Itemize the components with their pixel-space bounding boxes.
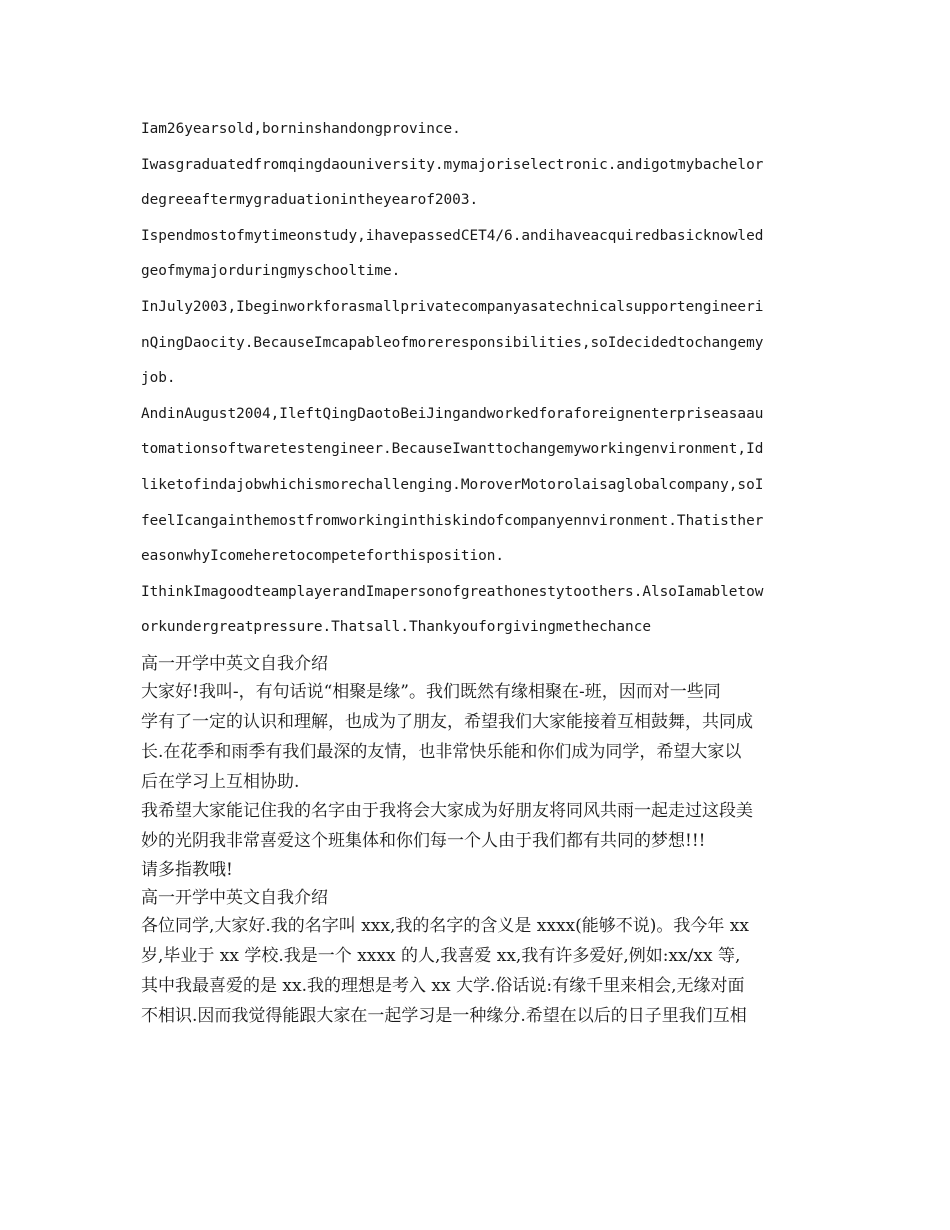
section-heading: 高一开学中英文自我介绍 (141, 888, 328, 909)
paragraph-line: 后在学习上互相协助. (141, 771, 300, 792)
english-line: Ispendmostofmytimeonstudy,ihavepassedCET4/6.andihaveacquiredbasicknowled (141, 227, 764, 244)
paragraph-line: 各位同学,大家好.我的名字叫 xxx,我的名字的含义是 xxxx(能够不说)。我今年 xx (141, 916, 749, 937)
english-line: job. (141, 370, 176, 387)
english-self-introduction (141, 112, 821, 646)
english-line: liketofindajobwhichismorechallenging.MoroverMotorolaisaglobalcompany,soI (141, 476, 764, 493)
english-line: Iam26yearsold,borninshandongprovince. (141, 121, 461, 137)
paragraph-line: 其中我最喜爱的是 xx.我的理想是考入 xx 大学.俗话说:有缘千里来相会,无缘对面 (141, 975, 745, 996)
paragraph-line: 大家好!我叫-，有句话说“相聚是缘”。我们既然有缘相聚在-班，因而对一些同 (141, 682, 721, 702)
paragraph-line: 学有了一定的认识和理解，也成为了朋友，希望我们大家能接着互相鼓舞，共同成 (141, 711, 753, 732)
section-heading: 高一开学中英文自我介绍 (141, 654, 328, 674)
english-line: InJuly2003,Ibeginworkforasmallprivatecompanyasatechnicalsupportengineeri (141, 298, 764, 315)
english-line: geofmymajorduringmyschooltime. (141, 263, 401, 280)
english-line: feelIcangainthemostfromworkinginthiskindofcompanyennvironment.Thatisther (141, 512, 764, 529)
paragraph-line: 岁,毕业于 xx 学校.我是一个 xxxx 的人,我喜爱 xx,我有许多爱好,例如:xx/xx 等, (141, 945, 741, 966)
english-line: degreeaftermygraduationintheyearof2003. (141, 192, 479, 209)
english-line: nQingDaocity.BecauseImcapableofmoreresponsibilities,soIdecidedtochangemy (141, 334, 764, 351)
paragraph-line: 我希望大家能记住我的名字由于我将会大家成为好朋友将同风共雨一起走过这段美 (141, 801, 753, 822)
english-line: AndinAugust2004,IleftQingDaotoBeiJingandworkedforaforeignenterpriseasaau (141, 405, 764, 422)
english-line: tomationsoftwaretestengineer.BecauseIwanttochangemyworkingenvironment,Id (141, 441, 764, 458)
paragraph-line: 请多指教哦! (141, 859, 233, 880)
paragraph-line: 长.在花季和雨季有我们最深的友情，也非常快乐能和你们成为同学，希望大家以 (141, 741, 742, 762)
chinese-self-introduction (141, 650, 821, 1031)
english-line: IthinkImagoodteamplayerandImapersonofgreathonestytoothers.AlsoIamabletow (141, 583, 764, 600)
paragraph-line: 不相识.因而我觉得能跟大家在一起学习是一种缘分.希望在以后的日子里我们互相 (141, 1006, 747, 1027)
paragraph-line: 妙的光阴我非常喜爱这个班集体和你们每一个人由于我们都有共同的梦想!!! (141, 830, 706, 851)
english-line: Iwasgraduatedfromqingdaouniversity.mymajoriselectronic.andigotmybachelor (141, 156, 764, 173)
english-line: easonwhyIcomeheretocompeteforthisposition. (141, 548, 505, 565)
english-line: orkundergreatpressure.Thatsall.Thankyouforgivingmethechance (141, 619, 651, 636)
